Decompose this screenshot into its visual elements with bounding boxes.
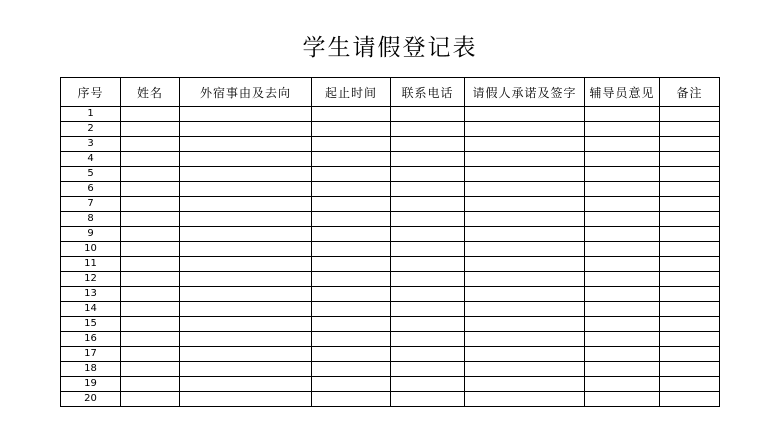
empty-cell [312, 302, 391, 317]
empty-cell [180, 212, 312, 227]
table-body [61, 107, 720, 407]
empty-cell [312, 182, 391, 197]
empty-cell [121, 242, 180, 257]
empty-cell [121, 287, 180, 302]
empty-cell [585, 122, 660, 137]
empty-cell [465, 122, 585, 137]
row-number-cell: 3 [61, 137, 121, 152]
row-number-cell: 8 [61, 212, 121, 227]
empty-cell [585, 377, 660, 392]
empty-cell [465, 332, 585, 347]
empty-cell [312, 347, 391, 362]
empty-cell [391, 212, 465, 227]
empty-cell [391, 347, 465, 362]
empty-cell [121, 227, 180, 242]
empty-cell [465, 257, 585, 272]
row-number-cell: 14 [61, 302, 121, 317]
row-number-cell: 18 [61, 362, 121, 377]
empty-cell [180, 242, 312, 257]
empty-cell [465, 287, 585, 302]
header-contact-phone: 联系电话 [391, 78, 465, 107]
empty-cell [465, 212, 585, 227]
empty-cell [391, 362, 465, 377]
empty-cell [180, 107, 312, 122]
empty-cell [585, 287, 660, 302]
empty-cell [391, 167, 465, 182]
header-counselor-opinion: 辅导员意见 [585, 78, 660, 107]
empty-cell [660, 392, 720, 407]
empty-cell [312, 137, 391, 152]
empty-cell [121, 167, 180, 182]
empty-cell [585, 212, 660, 227]
row-number-cell: 10 [61, 242, 121, 257]
empty-cell [312, 167, 391, 182]
table-row [61, 287, 720, 302]
empty-cell [391, 317, 465, 332]
empty-cell [312, 362, 391, 377]
empty-cell [585, 182, 660, 197]
empty-cell [391, 257, 465, 272]
empty-cell [391, 197, 465, 212]
empty-cell [121, 317, 180, 332]
empty-cell [391, 182, 465, 197]
empty-cell [121, 197, 180, 212]
row-number-cell: 17 [61, 347, 121, 362]
table-row [61, 332, 720, 347]
empty-cell [465, 302, 585, 317]
header-remarks: 备注 [660, 78, 720, 107]
empty-cell [180, 302, 312, 317]
empty-cell [660, 317, 720, 332]
empty-cell [660, 137, 720, 152]
empty-cell [585, 242, 660, 257]
table-row [61, 137, 720, 152]
empty-cell [121, 152, 180, 167]
empty-cell [585, 197, 660, 212]
empty-cell [465, 152, 585, 167]
empty-cell [660, 287, 720, 302]
empty-cell [391, 302, 465, 317]
table-row [61, 167, 720, 182]
empty-cell [391, 377, 465, 392]
empty-cell [312, 392, 391, 407]
empty-cell [312, 122, 391, 137]
empty-cell [121, 302, 180, 317]
empty-cell [312, 152, 391, 167]
row-number-cell: 5 [61, 167, 121, 182]
document-title: 学生请假登记表 [302, 35, 478, 61]
empty-cell [180, 182, 312, 197]
empty-cell [660, 197, 720, 212]
empty-cell [391, 392, 465, 407]
empty-cell [312, 377, 391, 392]
empty-cell [312, 287, 391, 302]
table-row [61, 272, 720, 287]
empty-cell [660, 182, 720, 197]
empty-cell [660, 107, 720, 122]
empty-cell [180, 332, 312, 347]
empty-cell [391, 137, 465, 152]
empty-cell [312, 242, 391, 257]
table-row [61, 302, 720, 317]
empty-cell [180, 347, 312, 362]
empty-cell [465, 347, 585, 362]
empty-cell [465, 317, 585, 332]
empty-cell [585, 362, 660, 377]
empty-cell [121, 107, 180, 122]
row-number-cell: 16 [61, 332, 121, 347]
row-number-cell: 2 [61, 122, 121, 137]
empty-cell [121, 362, 180, 377]
empty-cell [660, 332, 720, 347]
table-row [61, 392, 720, 407]
row-number-cell: 12 [61, 272, 121, 287]
empty-cell [391, 122, 465, 137]
header-row [61, 78, 720, 107]
empty-cell [180, 152, 312, 167]
row-number-cell: 4 [61, 152, 121, 167]
empty-cell [585, 332, 660, 347]
table-row [61, 257, 720, 272]
empty-cell [585, 227, 660, 242]
empty-cell [121, 182, 180, 197]
empty-cell [660, 347, 720, 362]
empty-cell [660, 152, 720, 167]
empty-cell [585, 257, 660, 272]
row-number-cell: 6 [61, 182, 121, 197]
table-row [61, 212, 720, 227]
empty-cell [465, 392, 585, 407]
empty-cell [465, 377, 585, 392]
header-start-end-time: 起止时间 [312, 78, 391, 107]
empty-cell [660, 212, 720, 227]
empty-cell [180, 287, 312, 302]
row-number-cell: 1 [61, 107, 121, 122]
empty-cell [312, 212, 391, 227]
empty-cell [391, 272, 465, 287]
empty-cell [660, 227, 720, 242]
header-applicant-signature: 请假人承诺及签字 [465, 78, 585, 107]
empty-cell [660, 377, 720, 392]
header-serial-number: 序号 [61, 78, 121, 107]
empty-cell [465, 167, 585, 182]
empty-cell [465, 242, 585, 257]
empty-cell [391, 107, 465, 122]
empty-cell [660, 302, 720, 317]
empty-cell [180, 392, 312, 407]
empty-cell [660, 362, 720, 377]
header-name: 姓名 [121, 78, 180, 107]
empty-cell [585, 392, 660, 407]
empty-cell [585, 347, 660, 362]
table-row [61, 242, 720, 257]
empty-cell [585, 317, 660, 332]
table-row [61, 362, 720, 377]
row-number-cell: 15 [61, 317, 121, 332]
empty-cell [180, 317, 312, 332]
table-row [61, 152, 720, 167]
table-row [61, 107, 720, 122]
empty-cell [465, 272, 585, 287]
row-number-cell: 13 [61, 287, 121, 302]
row-number-cell: 20 [61, 392, 121, 407]
empty-cell [391, 242, 465, 257]
table-row [61, 122, 720, 137]
empty-cell [121, 392, 180, 407]
empty-cell [180, 167, 312, 182]
empty-cell [180, 197, 312, 212]
table-row [61, 227, 720, 242]
empty-cell [180, 377, 312, 392]
empty-cell [121, 122, 180, 137]
empty-cell [660, 242, 720, 257]
empty-cell [660, 272, 720, 287]
empty-cell [465, 137, 585, 152]
empty-cell [660, 122, 720, 137]
empty-cell [312, 257, 391, 272]
empty-cell [121, 377, 180, 392]
empty-cell [180, 122, 312, 137]
empty-cell [312, 197, 391, 212]
row-number-cell: 9 [61, 227, 121, 242]
empty-cell [121, 137, 180, 152]
table-row [61, 317, 720, 332]
empty-cell [465, 362, 585, 377]
table-row [61, 347, 720, 362]
empty-cell [121, 212, 180, 227]
empty-cell [312, 332, 391, 347]
empty-cell [585, 107, 660, 122]
empty-cell [465, 107, 585, 122]
table-row [61, 182, 720, 197]
empty-cell [180, 272, 312, 287]
empty-cell [660, 167, 720, 182]
empty-cell [465, 227, 585, 242]
empty-cell [465, 182, 585, 197]
empty-cell [121, 272, 180, 287]
empty-cell [391, 227, 465, 242]
table-row [61, 197, 720, 212]
empty-cell [660, 257, 720, 272]
empty-cell [585, 302, 660, 317]
empty-cell [121, 257, 180, 272]
empty-cell [180, 257, 312, 272]
leave-registration-table [60, 77, 720, 407]
empty-cell [312, 317, 391, 332]
empty-cell [121, 347, 180, 362]
empty-cell [391, 287, 465, 302]
empty-cell [180, 137, 312, 152]
empty-cell [121, 332, 180, 347]
empty-cell [180, 227, 312, 242]
row-number-cell: 19 [61, 377, 121, 392]
empty-cell [180, 362, 312, 377]
empty-cell [312, 227, 391, 242]
table-row [61, 377, 720, 392]
header-reason-destination: 外宿事由及去向 [180, 78, 312, 107]
empty-cell [312, 272, 391, 287]
row-number-cell: 11 [61, 257, 121, 272]
empty-cell [585, 137, 660, 152]
empty-cell [391, 332, 465, 347]
row-number-cell: 7 [61, 197, 121, 212]
empty-cell [585, 272, 660, 287]
empty-cell [585, 167, 660, 182]
empty-cell [465, 197, 585, 212]
empty-cell [312, 107, 391, 122]
empty-cell [391, 152, 465, 167]
empty-cell [585, 152, 660, 167]
